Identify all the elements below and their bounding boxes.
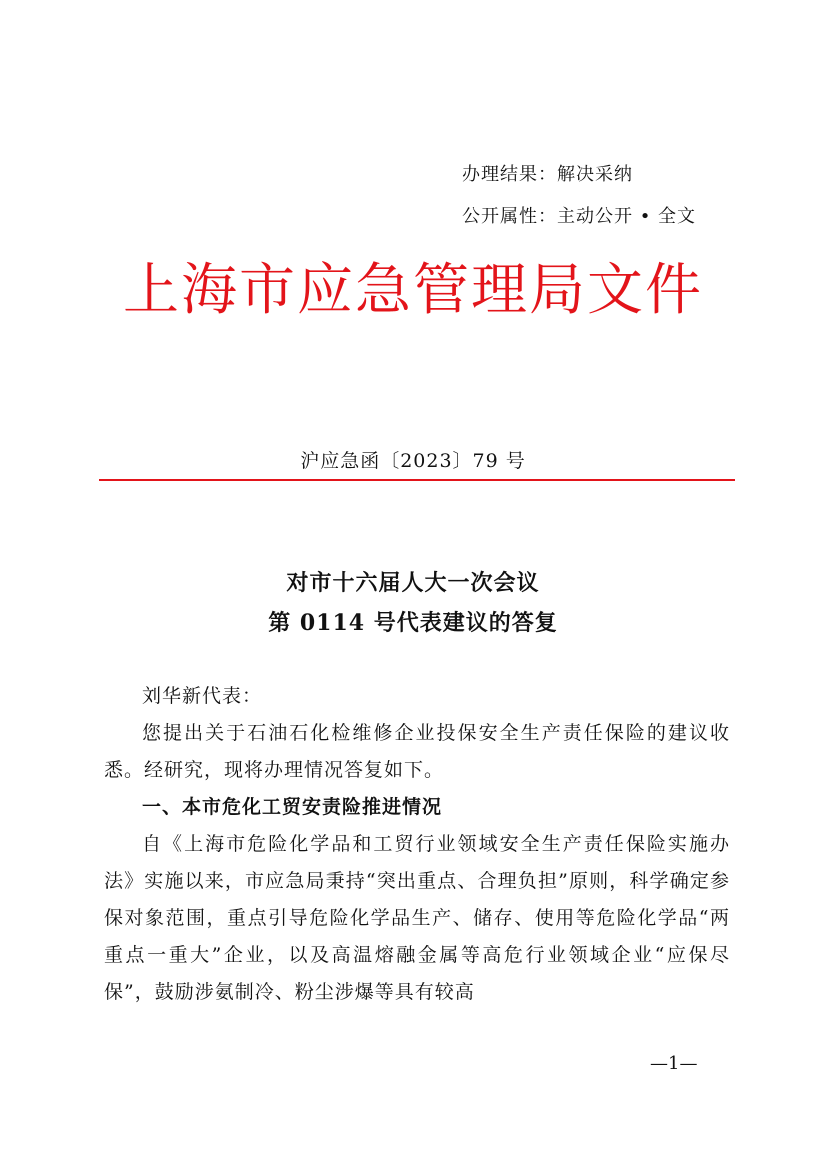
- section-heading-1: 一、本市危化工贸安责险推进情况: [142, 796, 443, 818]
- salutation: 刘华新代表：: [142, 685, 263, 707]
- document-body: [104, 678, 730, 1011]
- document-number: 沪应急函〔2023〕79 号: [300, 450, 526, 472]
- paragraph-2: 自《上海市危险化学品和工贸行业领域安全生产责任保险实施办法》实施以来，市应急局秉持“突出重点、合理负担”原则，科学确定参保对象范围，重点引导危险化学品生产、储存、使用等危险化学品“两重点一重大”企业，以及高温熔融金属等高危行业领域企业“应保尽保”，鼓励涉氨制冷、粉尘涉爆等具有较高: [104, 833, 730, 1003]
- red-divider-line: [99, 479, 735, 481]
- disclosure-attribute: 公开属性：主动公开 • 全文: [462, 206, 697, 227]
- page-number: —1—: [650, 1053, 698, 1074]
- reply-title-line-2: 第 0114 号代表建议的答复: [268, 610, 558, 636]
- paragraph-1: 您提出关于石油石化检维修企业投保安全生产责任保险的建议收悉。经研究，现将办理情况答复如下。: [104, 722, 730, 781]
- reply-title-line-1: 对市十六届人大一次会议: [286, 570, 540, 596]
- letterhead-title: 上海市应急管理局文件: [123, 258, 703, 323]
- handling-result: 办理结果：解决采纳: [462, 164, 633, 185]
